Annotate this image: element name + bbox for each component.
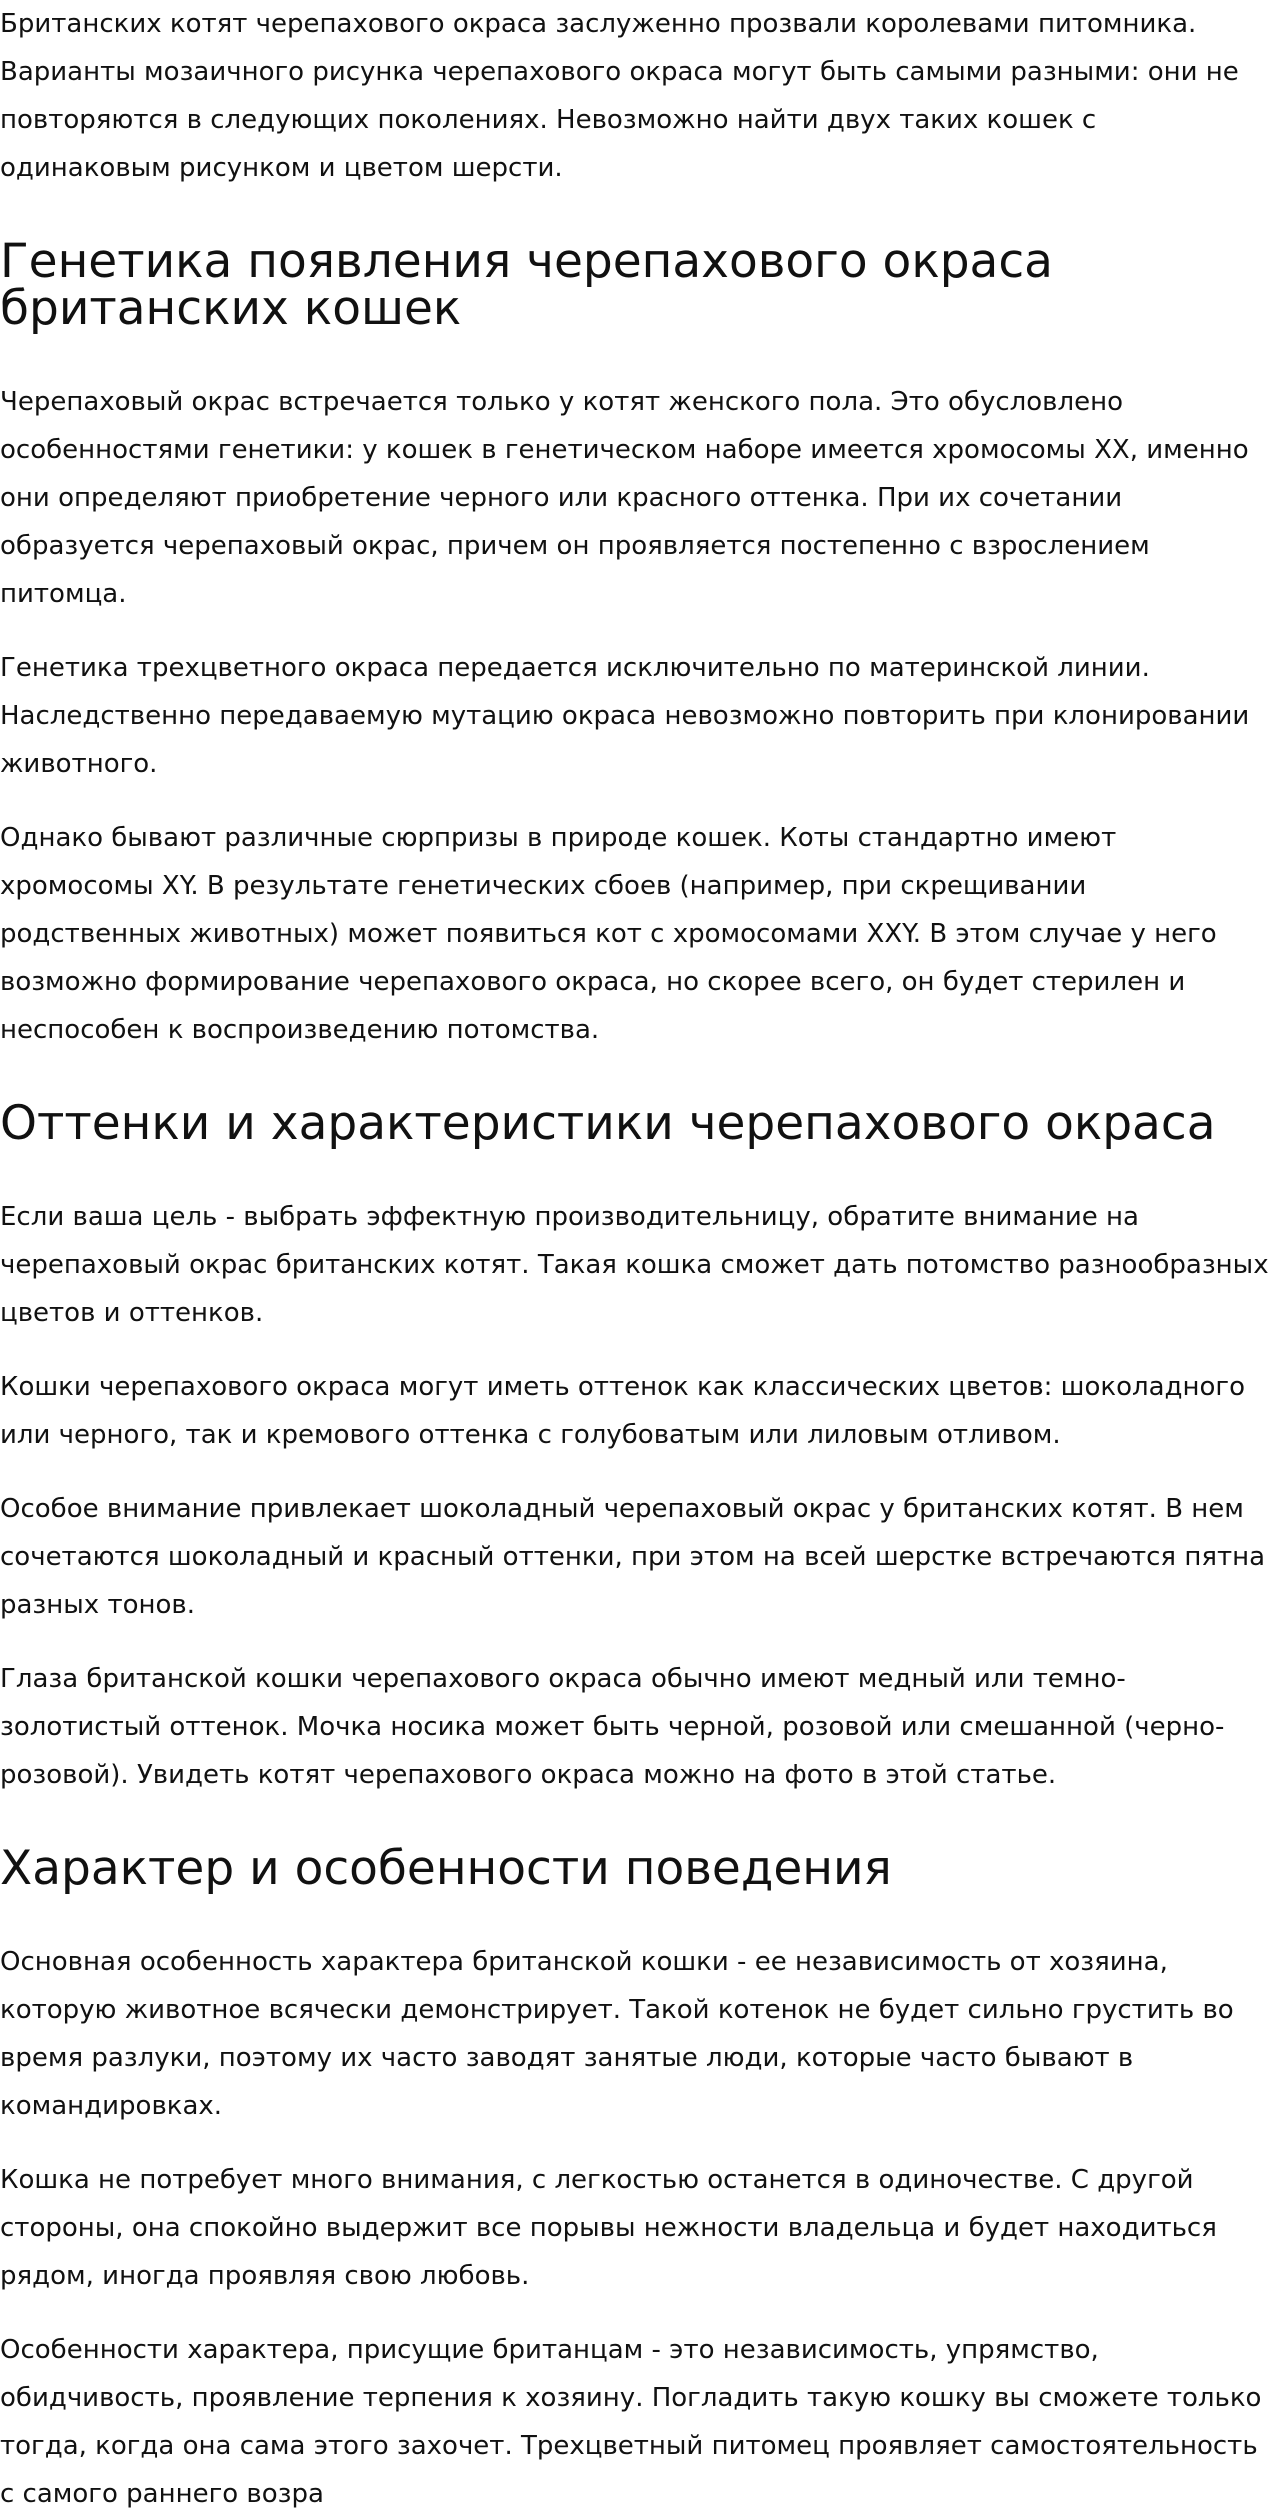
character-paragraph: Основная особенность характера британской кошки - ее независимость от хозяина, которую животное всячески демонстрирует. Такой котенок не будет сильно грустить во время разлуки, поэтому их часто заводят занятые люди, которые часто бывают в командировках.: [0, 1947, 1234, 2121]
genetics-paragraph: Однако бывают различные сюрпризы в природе кошек. Коты стандартно имеют хромосомы ХY. В результате генетических сбоев (например, при скрещивании родственных животных) может появиться кот с хромосомами ХХY. В этом случае у него возможно формирование черепахового окраса, но скорее всего, он будет стерилен и неспособен к воспроизведению потомства.: [0, 823, 1217, 1045]
intro-paragraph: Британских котят черепахового окраса заслуженно прозвали королевами питомника. Варианты мозаичного рисунка черепахового окраса могут быть самыми разными: они не повторяются в следующих поколениях. Невозможно найти двух таких кошек с одинаковым рисунком и цветом шерсти.: [0, 9, 1239, 183]
genetics-paragraph: Черепаховый окрас встречается только у котят женского пола. Это обусловлено особенностями генетики: у кошек в генетическом наборе имеется хромосомы ХХ, именно они определяют приобретение черного или красного оттенка. При их сочетании образуется черепаховый окрас, причем он проявляется постепенно с взрослением питомца.: [0, 387, 1249, 609]
section-heading-shades-line1: Оттенки и характеристики черепахового окраса: [0, 1096, 1216, 1151]
section-heading-genetics-line2: британских кошек: [0, 281, 462, 336]
shades-paragraph: Если ваша цель - выбрать эффектную производительницу, обратите внимание на черепаховый окрас британских котят. Такая кошка сможет дать потомство разнообразных цветов и оттенков.: [0, 1202, 1269, 1328]
shades-paragraph: Особое внимание привлекает шоколадный черепаховый окрас у британских котят. В нем сочетаются шоколадный и красный оттенки, при этом на всей шерстке встречаются пятна разных тонов.: [0, 1494, 1266, 1620]
shades-paragraph: Кошки черепахового окраса могут иметь оттенок как классических цветов: шоколадного или черного, так и кремового оттенка с голубоватым или лиловым отливом.: [0, 1372, 1245, 1450]
shades-paragraph: Глаза британской кошки черепахового окраса обычно имеют медный или темно-золотистый оттенок. Мочка носика может быть черной, розовой или смешанной (черно-розовой). Увидеть котят черепахового окраса можно на фото в этой статье.: [0, 1664, 1225, 1790]
genetics-paragraph: Генетика трехцветного окраса передается исключительно по материнской линии. Наследственно передаваемую мутацию окраса невозможно повторить при клонировании животного.: [0, 653, 1250, 779]
section-heading-genetics: [0, 218, 1270, 352]
character-paragraph: Кошка не потребует много внимания, с легкостью останется в одиночестве. С другой стороны, она спокойно выдержит все порывы нежности владельца и будет находиться рядом, иногда проявляя свою любовь.: [0, 2165, 1217, 2291]
character-paragraph: Особенности характера, присущие британцам - это независимость, упрямство, обидчивость, проявление терпения к хозяину. Погладить такую кошку вы сможете только тогда, когда она сама этого захочет. Трехцветный питомец проявляет самостоятельность с самого раннего возра: [0, 2335, 1262, 2509]
section-heading-shades: [0, 1080, 1270, 1167]
section-heading-character-line1: Характер и особенности поведения: [0, 1841, 892, 1896]
section-heading-genetics-line1: Генетика появления черепахового окраса: [0, 234, 1053, 289]
section-heading-character: [0, 1825, 1270, 1912]
